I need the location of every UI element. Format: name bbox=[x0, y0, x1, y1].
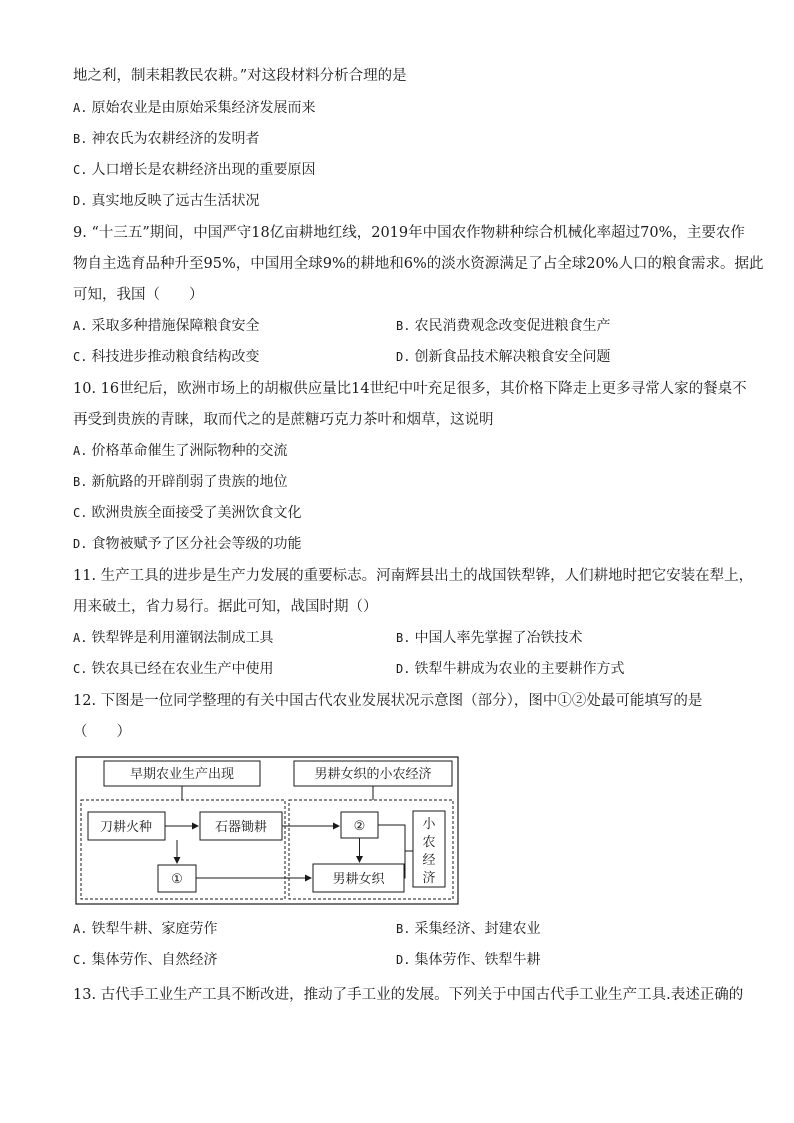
q11-stem-line2: 用来破土，省力易行。据此可知，战国时期（） bbox=[73, 599, 378, 615]
option-text: 集体劳作、铁犁牛耕 bbox=[414, 952, 541, 968]
option-text: 铁犁铧是利用灌钢法制成工具 bbox=[91, 630, 274, 646]
option-letter: C. bbox=[73, 953, 88, 967]
q11-option-d[interactable] bbox=[396, 659, 624, 679]
option-text: 采集经济、封建农业 bbox=[414, 921, 541, 937]
q9-stem-line2: 物自主选育品种升至95%，中国用全球9%的耕地和6%的淡水资源满足了占全球20%人口的粮食需求。据此 bbox=[73, 256, 764, 272]
q12-stem-line1: 12. 下图是一位同学整理的有关中国古代农业发展状况示意图（部分），图中①②处最可能填写的是 bbox=[73, 693, 703, 709]
side-char: 济 bbox=[422, 871, 436, 886]
q8-stem-tail: 地之利，制耒耜教民农耕。”对这段材料分析合理的是 bbox=[73, 68, 407, 84]
option-text: 铁农具已经在农业生产中使用 bbox=[91, 661, 274, 677]
side-char: 农 bbox=[422, 835, 436, 850]
option-letter: B. bbox=[73, 475, 88, 489]
option-text: 真实地反映了远古生活状况 bbox=[91, 193, 260, 209]
q8-option-c[interactable] bbox=[73, 160, 315, 180]
option-letter: B. bbox=[73, 132, 88, 146]
option-text: 神农氏为农耕经济的发明者 bbox=[91, 131, 260, 147]
stone-hoe-label: 石器锄耕 bbox=[214, 820, 268, 835]
side-char: 经 bbox=[422, 853, 436, 868]
option-letter: A. bbox=[73, 101, 88, 115]
slash-burn-label: 刀耕火种 bbox=[99, 820, 153, 835]
q9-option-b[interactable] bbox=[396, 316, 610, 336]
q12-option-d[interactable] bbox=[396, 950, 540, 970]
option-text: 价格革命催生了洲际物种的交流 bbox=[91, 443, 288, 459]
option-letter: A. bbox=[73, 922, 88, 936]
q8-option-d[interactable] bbox=[73, 191, 259, 211]
option-letter: A. bbox=[73, 631, 88, 645]
option-letter: D. bbox=[73, 537, 88, 551]
option-text: 采取多种措施保障粮食安全 bbox=[91, 318, 260, 334]
option-text: 创新食品技术解决粮食安全问题 bbox=[414, 349, 611, 365]
option-letter: C. bbox=[73, 163, 88, 177]
option-letter: C. bbox=[73, 662, 88, 676]
option-letter: C. bbox=[73, 350, 88, 364]
option-text: 人口增长是农耕经济出现的重要原因 bbox=[91, 162, 316, 178]
q11-stem-line1: 11. 生产工具的进步是生产力发展的重要标志。河南辉县出土的战国铁犁铧，人们耕地时把它安装在犁上， bbox=[73, 568, 754, 584]
q10-option-c[interactable] bbox=[73, 503, 301, 523]
q9-stem-line1: 9. “十三五”期间，中国严守18亿亩耕地红线，2019年中国农作物耕种综合机械化率超过70%，主要农作 bbox=[73, 225, 745, 241]
q10-option-b[interactable] bbox=[73, 472, 287, 492]
option-text: 集体劳作、自然经济 bbox=[91, 952, 218, 968]
option-letter: C. bbox=[73, 506, 88, 520]
q10-stem-line2: 再受到贵族的青睐，取而代之的是蔗糖巧克力茶叶和烟草，这说明 bbox=[73, 412, 494, 428]
q11-option-c[interactable] bbox=[73, 659, 273, 679]
option-text: 新航路的开辟削弱了贵族的地位 bbox=[91, 474, 288, 490]
option-text: 铁犁牛耕、家庭劳作 bbox=[91, 921, 218, 937]
option-letter: A. bbox=[73, 319, 88, 333]
option-text: 铁犁牛耕成为农业的主要耕作方式 bbox=[414, 661, 625, 677]
option-text: 科技进步推动粮食结构改变 bbox=[91, 349, 260, 365]
option-letter: D. bbox=[73, 194, 88, 208]
q12-stem-line2: （ ） bbox=[73, 724, 131, 740]
q9-option-a[interactable] bbox=[73, 316, 259, 336]
q12-option-a[interactable] bbox=[73, 919, 217, 939]
q10-option-d[interactable] bbox=[73, 534, 301, 554]
q13-stem-line1: 13. 古代手工业生产工具不断改进，推动了手工业的发展。下列关于中国古代手工业生产工具.表述正确的 bbox=[73, 987, 744, 1003]
q10-stem-line1: 10. 16世纪后，欧洲市场上的胡椒供应量比14世纪中叶充足很多，其价格下降走上更多寻常人家的餐桌不 bbox=[73, 381, 747, 397]
blank-2-mark: ② bbox=[353, 819, 366, 834]
option-text: 欧洲贵族全面接受了美洲饮食文化 bbox=[91, 505, 302, 521]
option-letter: B. bbox=[396, 922, 411, 936]
q12-option-c[interactable] bbox=[73, 950, 217, 970]
q9-option-c[interactable] bbox=[73, 347, 259, 367]
q11-option-b[interactable] bbox=[396, 628, 582, 648]
option-text: 中国人率先掌握了冶铁技术 bbox=[414, 630, 583, 646]
blank-1-mark: ① bbox=[171, 872, 183, 887]
q10-option-a[interactable] bbox=[73, 441, 287, 461]
option-letter: D. bbox=[396, 662, 411, 676]
option-letter: B. bbox=[396, 319, 411, 333]
option-letter: A. bbox=[73, 444, 88, 458]
option-letter: B. bbox=[396, 631, 411, 645]
q9-option-d[interactable] bbox=[396, 347, 610, 367]
option-text: 食物被赋予了区分社会等级的功能 bbox=[91, 536, 302, 552]
men-women-label: 男耕女织 bbox=[332, 872, 385, 887]
side-char: 小 bbox=[422, 817, 436, 832]
q8-option-a[interactable] bbox=[73, 98, 315, 118]
q11-option-a[interactable] bbox=[73, 628, 273, 648]
option-text: 原始农业是由原始采集经济发展而来 bbox=[91, 100, 316, 116]
q9-stem-line3: 可知，我国（ ） bbox=[73, 287, 204, 303]
agriculture-diagram bbox=[75, 756, 460, 906]
option-letter: D. bbox=[396, 953, 411, 967]
option-text: 农民消费观念改变促进粮食生产 bbox=[414, 318, 611, 334]
small-economy-label: 男耕女织的小农经济 bbox=[314, 767, 432, 782]
q12-option-b[interactable] bbox=[396, 919, 540, 939]
early-agriculture-label: 早期农业生产出现 bbox=[129, 767, 235, 782]
option-letter: D. bbox=[396, 350, 411, 364]
q8-option-b[interactable] bbox=[73, 129, 259, 149]
